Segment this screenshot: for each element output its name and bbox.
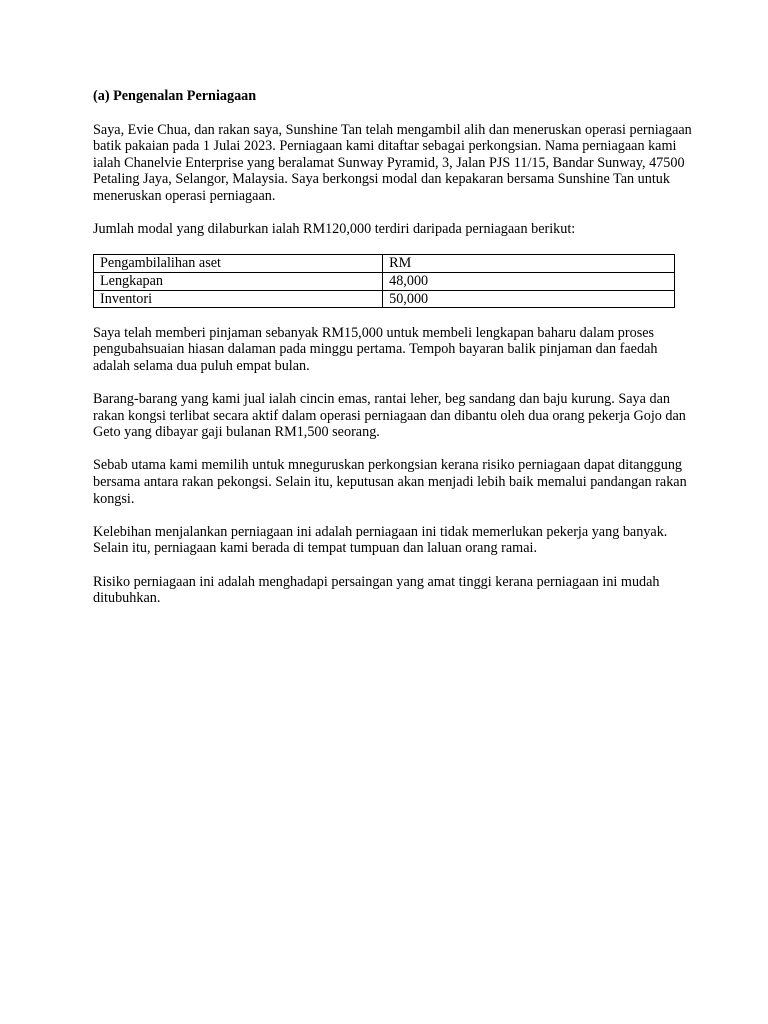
paragraph-products: Barang-barang yang kami jual ialah cincin emas, rantai leher, beg sandang dan baju kurung. Saya dan rakan kongsi terlibat secara aktif dalam operasi perniagaan dan dibantu oleh dua orang pekerja Gojo dan Geto yang dibayar gaji bulanan RM1,500 seorang. bbox=[93, 391, 686, 441]
section-heading: (a) Pengenalan Perniagaan bbox=[93, 88, 257, 104]
paragraph-loan: Saya telah memberi pinjaman sebanyak RM15,000 untuk membeli lengkapan baharu dalam proses pengubahsuaian hiasan dalaman pada minggu pertama. Tempoh bayaran balik pinjaman dan faedah adalah selama dua puluh empat bulan. bbox=[93, 324, 658, 374]
asset-table bbox=[93, 254, 675, 308]
paragraph-advantage: Kelebihan menjalankan perniagaan ini adalah perniagaan ini tidak memerlukan pekerja yang banyak. Selain itu, perniagaan kami berada di tempat tumpuan dan laluan orang ramai. bbox=[93, 523, 668, 557]
table-cell-amount: 48,000 bbox=[383, 272, 675, 290]
document-page bbox=[93, 88, 693, 623]
table-cell-item: Inventori bbox=[94, 290, 383, 308]
table-header-amount: RM bbox=[383, 255, 675, 273]
table-cell-item: Lengkapan bbox=[94, 272, 383, 290]
paragraph-capital: Jumlah modal yang dilaburkan ialah RM120,000 terdiri daripada perniagaan berikut: bbox=[93, 221, 576, 238]
table-header-row bbox=[94, 255, 675, 273]
paragraph-risk: Risiko perniagaan ini adalah menghadapi persaingan yang amat tinggi kerana perniagaan ini mudah ditubuhkan. bbox=[93, 573, 660, 607]
table-cell-amount: 50,000 bbox=[383, 290, 675, 308]
table-row bbox=[94, 272, 675, 290]
paragraph-reason: Sebab utama kami memilih untuk mneguruskan perkongsian kerana risiko perniagaan dapat ditanggung bersama antara rakan pekongsi. Selain itu, keputusan akan menjadi lebih baik memalui pandangan rakan kongsi. bbox=[93, 457, 687, 507]
table-row bbox=[94, 290, 675, 308]
table-header-asset: Pengambilalihan aset bbox=[94, 255, 383, 273]
paragraph-intro: Saya, Evie Chua, dan rakan saya, Sunshine Tan telah mengambil alih dan meneruskan operasi perniagaan batik pakaian pada 1 Julai 2023. Perniagaan kami ditaftar sebagai perkongsian. Nama perniagaan kami ialah Chanelvie Enterprise yang beralamat Sunway Pyramid, 3, Jalan PJS 11/15, Bandar Sunway, 47500 Petaling Jaya, Selangor, Malaysia. Saya berkongsi modal dan kepakaran bersama Sunshine Tan untuk meneruskan operasi perniagaan. bbox=[93, 121, 692, 204]
